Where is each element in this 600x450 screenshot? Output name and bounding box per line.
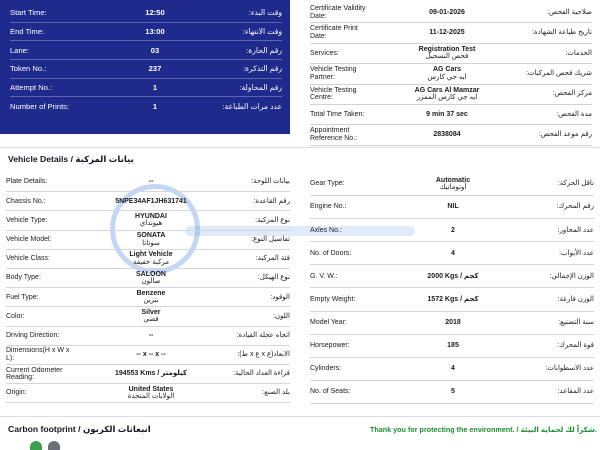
attempt-row: Attempt No.: 1 رقم المحاولة: [10,79,282,98]
prints-row: Number of Prints: 1 عدد مرات الطباعة: [10,102,282,112]
chassis-row: Chassis No.: 5NPE34AF1JH631741 رقم القاعدة: [6,192,290,211]
leaf-icon [30,441,42,450]
model-year-row: Model Year: 2018 سنة التصنيع: [310,312,594,335]
lane-value: 03 [150,45,160,55]
vehicle-model-row: Vehicle Model: SONATA سوناتا تفاصيل النوع: [6,231,290,250]
vehicle-type-row: Vehicle Type: HYUNDAI هيونداي نوع المركبة: [6,211,290,230]
origin-row: Origin: United States الولايات المتحدة بلد الصنع: [6,384,290,403]
carbon-divider [0,416,600,417]
cylinders-row: Cylinders: 4 عدد الاسطوانات: [310,358,594,381]
end-time-row: End Time: 13:00 وقت الانتهاء: [10,23,282,42]
car-icon [48,441,60,450]
timing-panel [0,0,290,134]
section-divider [0,147,600,148]
doors-row: No. of Doors: 4 عدد الأبواب: [310,242,594,265]
vehicle-details-title: Vehicle Details / بيانات المركبة [8,154,134,164]
start-time-value: 12:50 [145,8,165,18]
end-time-value: 13:00 [145,27,165,37]
vehicle-class-row: Vehicle Class: Light Vehicle مركبة خفيفة فئة المركبة: [6,250,290,269]
token-value: 237 [148,64,162,74]
partner-row: Vehicle Testing Partner: AG Cars ايه جي كارس شريك فحص المركبات: [310,64,592,84]
fuel-type-row: Fuel Type: Benzene بنزين الوقود: [6,288,290,307]
empty-weight-row: Empty Weight: 1572 Kgs / كجم الوزن فارغة: [310,288,594,311]
horsepower-row: Horsepower: 185 قوة المحرك: [310,335,594,358]
environment-thanks-text: Thank you for protecting the environment. / شكراً لك لحماية البيئة. [370,425,597,434]
plate-row: Plate Details: -- بيانات اللوحة: [6,173,290,192]
seats-row: No. of Seats: 5 عدد المقاعد: [310,381,594,404]
start-time-row: Start Time: 12:50 وقت البدء: [10,4,282,23]
color-row: Color: Silver فضي اللون: [6,307,290,326]
print-date-row: Certificate Print Date: 11-12-2025 تاريخ طباعة الشهادة: [310,23,592,43]
driving-direction-row: Driving Direction: -- اتجاه عجلة القيادة: [6,327,290,346]
carbon-footprint-title: Carbon footprint / انبعاثات الكربون [8,424,151,434]
odometer-row: Current Odometer Reading: 194553 Kms / كيلومتر قراءة العداد الحالية: [6,365,290,384]
prints-value: 1 [152,102,158,112]
token-row: Token No.: 237 رقم التذكرة: [10,60,282,79]
gear-type-row: Gear Type: Automatic أوتوماتيك ناقل الحركة: [310,173,594,196]
vehicle-details-left [6,173,290,403]
services-row: Services: Registration Test فحص التسجيل الخدمات: [310,44,592,64]
lane-row: Lane: 03 رقم الحارة: [10,41,282,60]
validity-row: Certificate Validity Date: 09-01-2026 صلاحية الفحص: [310,3,592,23]
dimensions-row: Dimensions(H x W x L): -- x -- x -- الابعاد(ع x ع x ط): [6,346,290,365]
centre-row: Vehicle Testing Centre: AG Cars Al Mamzar ايه جي كارس الممزر مركز الفحص: [310,85,592,105]
attempt-value: 1 [152,83,158,93]
engine-no-row: Engine No.: NIL رقم المحرك: [310,196,594,219]
appointment-row: Appointment Reference No.: 2838084 رقم موعد الفحص: [310,125,592,145]
body-type-row: Body Type: SALOON صالون نوع الهيكل: [6,269,290,288]
axles-row: Axles No.: 2 عدد المحاور: [310,219,594,242]
time-taken-row: Total Time Taken: 9 min 37 sec مدة الفحص: [310,105,592,125]
vehicle-details-right [310,173,594,404]
gvw-row: G. V. W.: 2000 Kgs / كجم الوزن الإجمالي: [310,265,594,288]
certificate-table [310,3,592,146]
